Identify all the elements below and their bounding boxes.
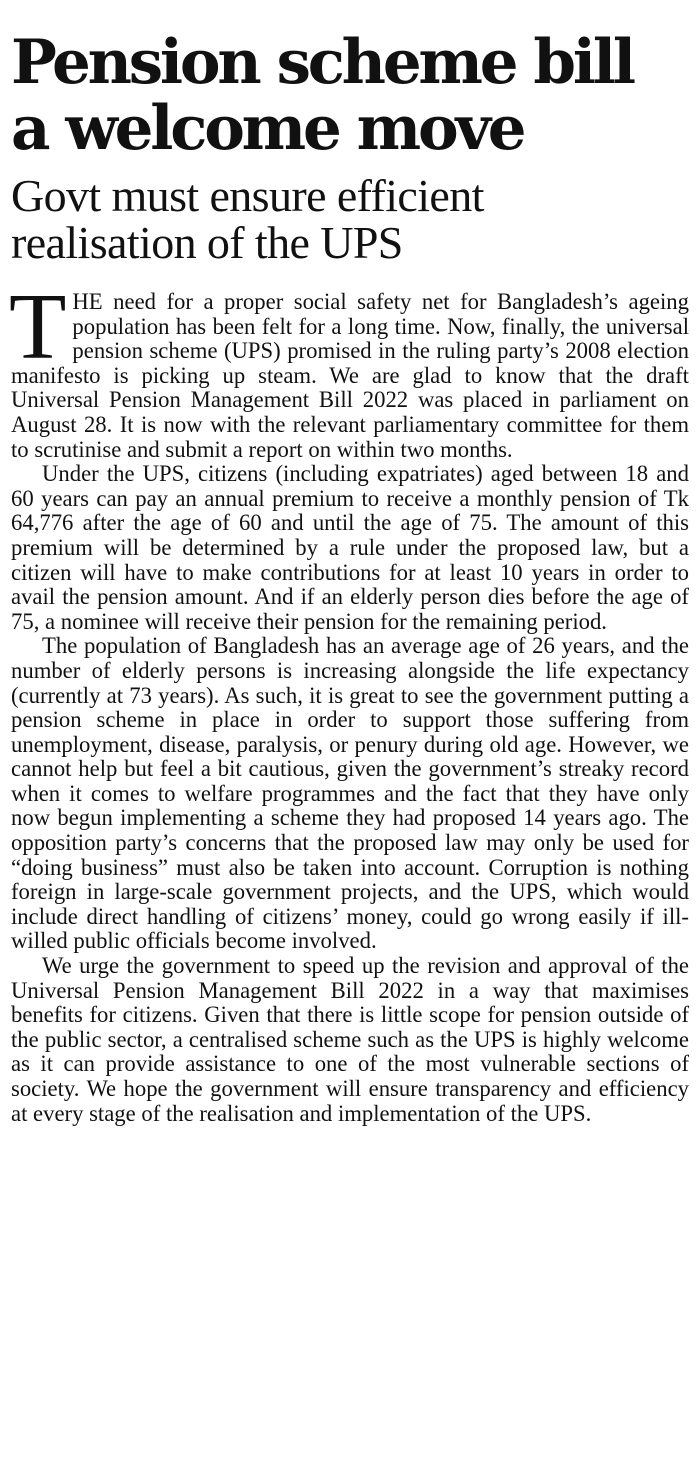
headline-line-2: a welcome move (11, 93, 524, 164)
headline-line-1: Pension scheme bill (11, 27, 633, 98)
body-paragraph-4: We urge the government to speed up the revision and approval of the Universal Pension Management Bill 2022 in a way that maximises benefits for citizens. Given that there is little scope for pension outside of the public sector, a centralised scheme such as the UPS is highly welcome as it can provide assistance to one of the most vulnerable sections of society. We hope the government will ensure transparency and efficiency at every stage of the realisation and implementation of the UPS. (11, 953, 689, 1126)
headline (11, 27, 689, 164)
editorial-article (9, 27, 689, 1126)
subheadline-line-1: Govt must ensure efficient (11, 170, 484, 221)
subheadline (11, 172, 689, 266)
body-paragraph-3: The population of Bangladesh has an average age of 26 years, and the number of elderly persons is increasing alongside the life expectancy (currently at 73 years). As such, it is great to see the government putting a pension scheme in place in order to support those suffering from unemployment, disease, paralysis, or penury during old age. However, we cannot help but feel a bit cautious, given the government’s streaky record when it comes to welfare programmes and the fact that they have only now begun implementing a scheme they had proposed 14 years ago. The opposition party’s concerns that the proposed law may only be used for “doing business” must also be taken into account. Corruption is nothing foreign in large-scale government projects, and the UPS, which would include direct handling of citizens’ money, could go wrong easily if ill-willed public officials become involved. (11, 633, 689, 954)
body-paragraph-2: Under the UPS, citizens (including expatriates) aged between 18 and 60 years can pay an annual premium to receive a monthly pension of Tk 64,776 after the age of 60 and until the age of 75. The amount of this premium will be determined by a rule under the proposed law, but a citizen will have to make contributions for at least 10 years in order to avail the pension amount. And if an elderly person dies before the age of 75, a nominee will receive their pension for the remaining period. (11, 461, 689, 634)
paragraph-1-text: HE need for a proper social safety net for Bangladesh’s ageing population has been felt for a long time. Now, finally, the universal pension scheme (UPS) promised in the ruling party’s 2008 election manifesto is picking up steam. We are glad to know that the draft Universal Pension Management Bill 2022 was placed in parliament on August 28. It is now with the relevant parliamentary committee for them to scrutinise and submit a report on within two months. (11, 289, 689, 462)
subheadline-line-2: realisation of the UPS (11, 217, 403, 268)
body-paragraph-1 (9, 275, 689, 462)
article-body (9, 275, 689, 1126)
drop-cap: T (9, 275, 67, 379)
